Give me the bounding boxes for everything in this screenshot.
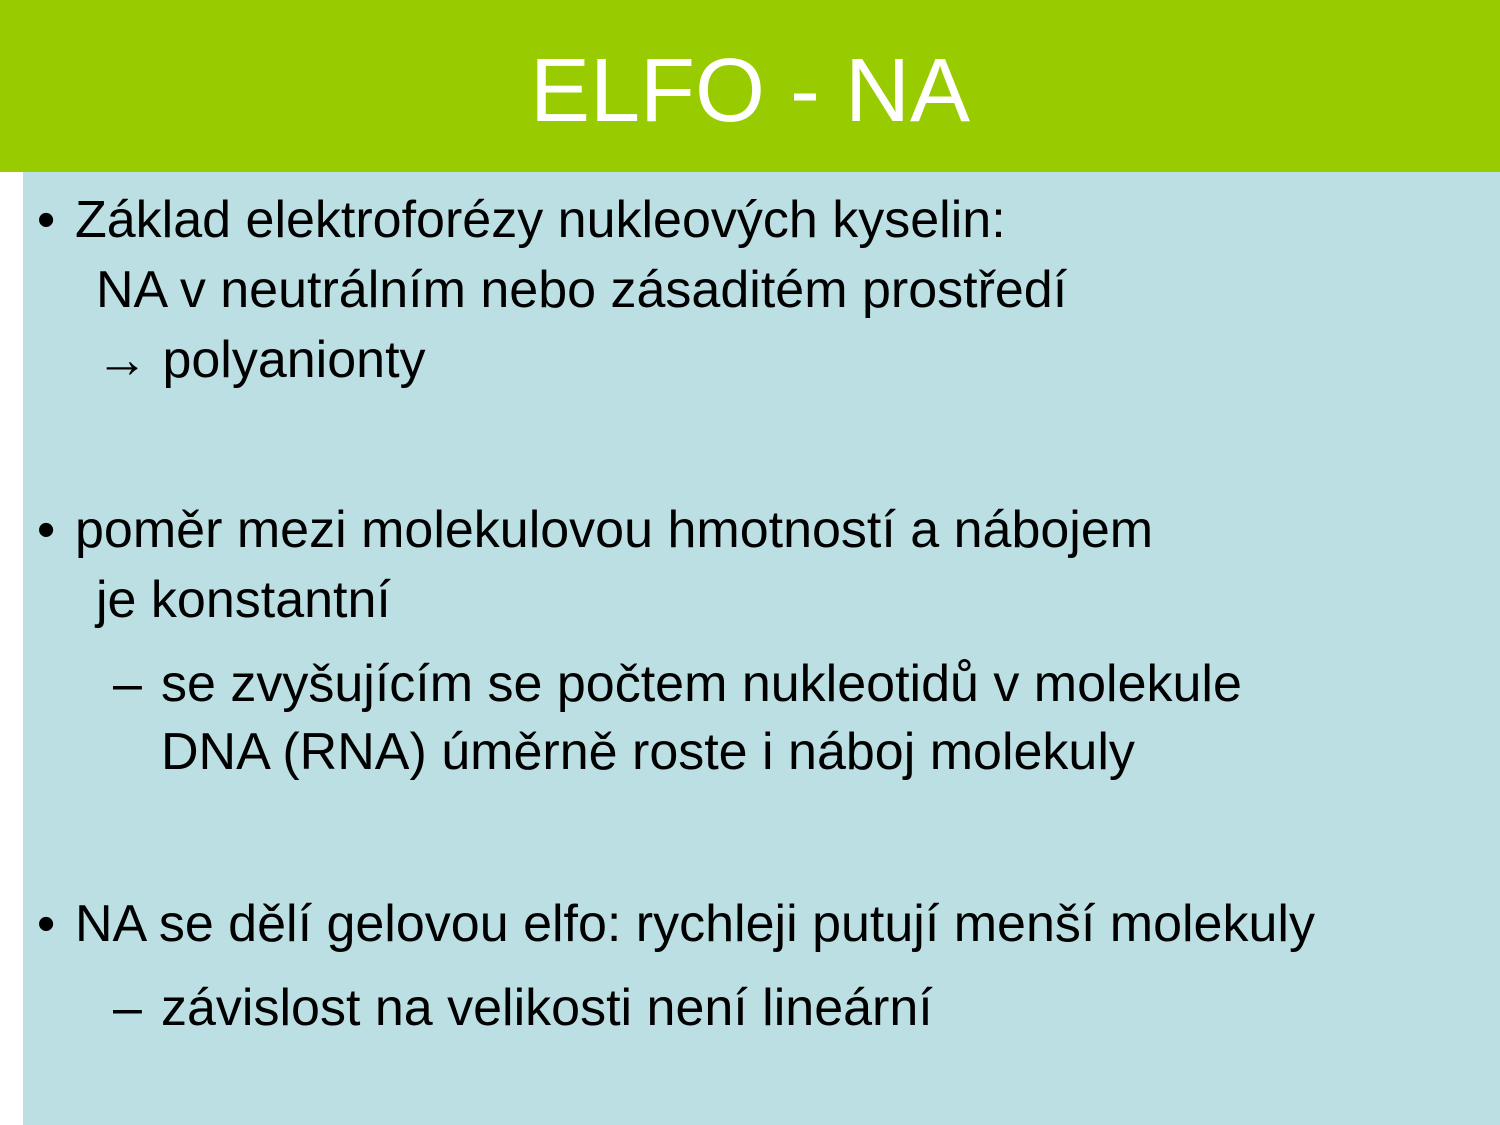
- bullet-1-line-2: NA v neutrálním nebo zásaditém prostředí: [96, 261, 1068, 319]
- sub-bullet-marker: –: [113, 979, 142, 1037]
- bullet-3-sub-line-1: závislost na velikosti není lineární: [161, 979, 933, 1037]
- title-bar: [0, 0, 1500, 172]
- bullet-2-line-1: poměr mezi molekulovou hmotností a nábojem: [75, 501, 1154, 559]
- slide-title: ELFO - NA: [529, 41, 971, 141]
- bullet-marker: •: [37, 191, 56, 249]
- bullet-2-line-2: je konstantní: [96, 571, 391, 629]
- bullet-3-line-1: NA se dělí gelovou elfo: rychleji putují menší molekuly: [75, 895, 1315, 953]
- slide-content: [23, 172, 1500, 1125]
- bullet-1-line-3: → polyanionty: [96, 331, 426, 389]
- sub-bullet-marker: –: [113, 655, 142, 713]
- bullet-marker: •: [37, 895, 56, 953]
- bullet-2-sub-line-1: se zvyšujícím se počtem nukleotidů v molekule: [161, 655, 1242, 713]
- bullet-marker: •: [37, 501, 56, 559]
- bullet-2-sub-line-2: DNA (RNA) úměrně roste i náboj molekuly: [161, 723, 1135, 781]
- bullet-1-line-1: Základ elektroforézy nukleových kyselin:: [75, 191, 1006, 249]
